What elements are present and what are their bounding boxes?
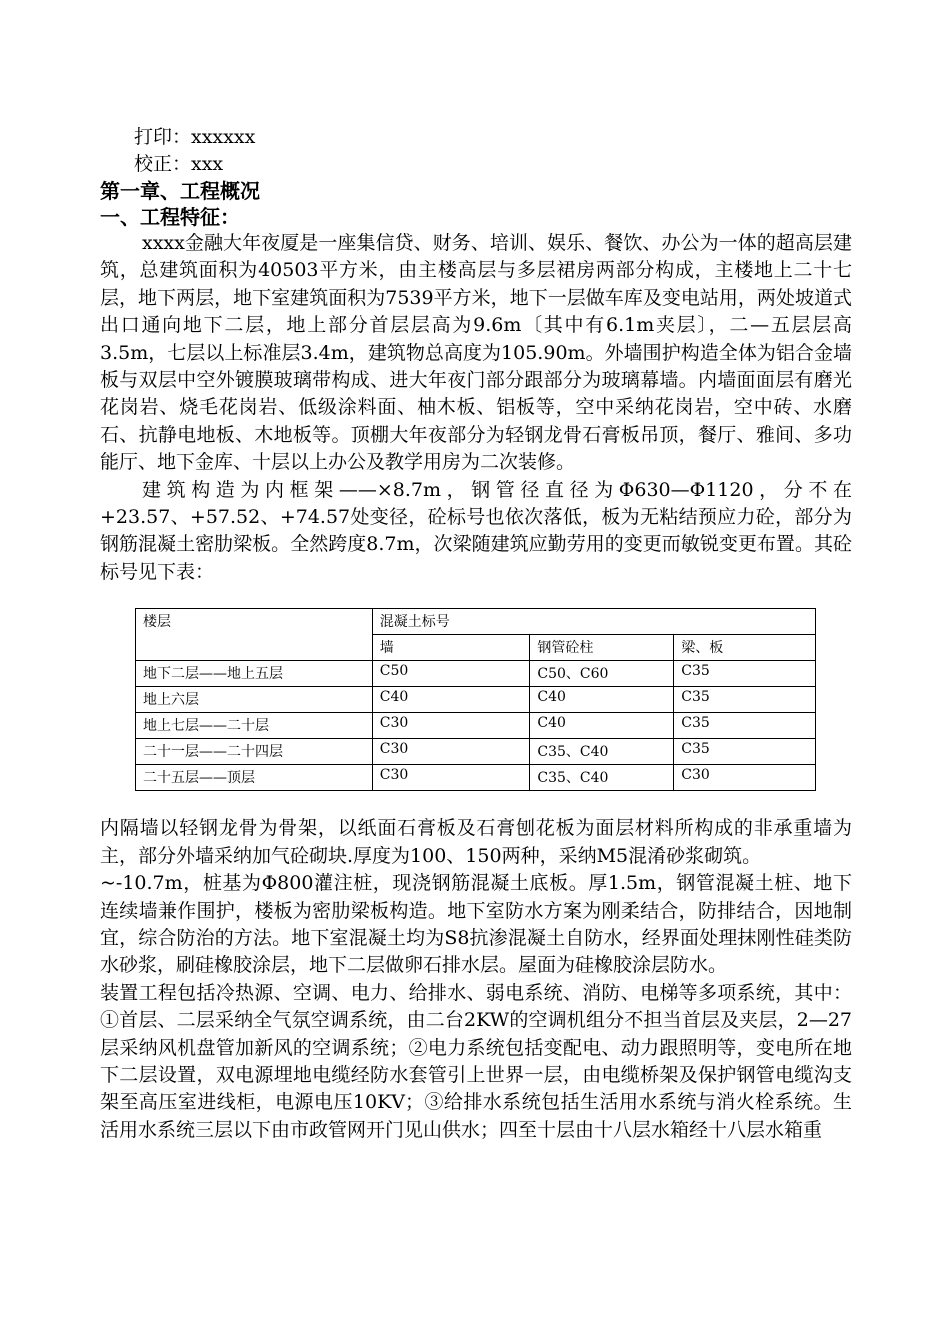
paragraph-installation: 装置工程包括冷热源、空调、电力、给排水、弱电系统、消防、电梯等多项系统，其中：①首层、二层采纳全气氛空调系统，由二台2KW的空调机组分不担当首层及夹层，2—27层采纳风机盘管加新风的空调系统；②电力系统包括变配电、动力跟照明等，变电所在地下二层设置，双电源埋地电缆经防水套管引上世界一层，由电缆桥架及保护钢管电缆沟支架至高压室进线柜，电源电压10KV；③给排水系统包括生活用水系统与消火栓系统。生活用水系统三层以下由市政管网开门见山供水；四至十层由十八层水箱经十八层水箱重	[100, 981, 852, 1141]
table-row	[136, 687, 816, 713]
section-title: 一、工程特征：	[100, 205, 240, 229]
header-concrete-grade: 混凝土标号	[372, 609, 815, 635]
table-row	[136, 713, 816, 739]
proof-line: 校正：xxx	[134, 153, 224, 175]
cell-floor: 地上六层	[136, 687, 373, 713]
table-row	[136, 739, 816, 765]
cell-column: C40	[530, 687, 674, 713]
table-row	[136, 765, 816, 791]
paragraph-partition-walls: 内隔墙以轻钢龙骨为骨架，以纸面石膏板及石膏刨花板为面层材料所构成的非承重墙为主，部分外墙采纳加气砼砌块.厚度为100、150两种，采纳M5混淆砂浆砌筑。	[100, 817, 852, 867]
cell-wall: C30	[372, 739, 530, 765]
cell-column: C35、C40	[530, 739, 674, 765]
table-row	[136, 661, 816, 687]
concrete-grade-table-wrapper	[135, 608, 816, 791]
cell-beam: C35	[674, 713, 816, 739]
chapter-title: 第一章、工程概况	[100, 179, 260, 203]
paragraph-foundation: ~-10.7m，桩基为Φ800灌注桩，现浇钢筋混凝土底板。厚1.5m，钢管混凝土桩、地下连续墙兼作围护，楼板为密肋梁板构造。地下室防水方案为刚柔结合，防排结合，因地制宜，综合防治的方法。地下室混凝土均为S8抗渗混凝土自防水，经界面处理抹刚性硅类防水砂浆，刷硅橡胶涂层，地下二层做卵石排水层。屋面为硅橡胶涂层防水。	[100, 872, 852, 977]
header-wall: 墙	[372, 635, 530, 661]
cell-beam: C35	[674, 739, 816, 765]
cell-column: C40	[530, 713, 674, 739]
header-floor: 楼层	[136, 609, 373, 661]
cell-beam: C35	[674, 661, 816, 687]
concrete-grade-table	[135, 608, 816, 791]
cell-wall: C30	[372, 713, 530, 739]
print-line: 打印：xxxxxx	[134, 126, 256, 148]
cell-beam: C30	[674, 765, 816, 791]
header-beam-slab: 梁、板	[674, 635, 816, 661]
cell-floor: 二十一层——二十四层	[136, 739, 373, 765]
cell-floor: 地下二层——地上五层	[136, 661, 373, 687]
paragraph-structure: 建筑构造为内框架——×8.7m，钢管径直径为Φ630—Φ1120，分不在+23.57、+57.52、+74.57处变径，砼标号也依次落低，板为无粘结预应力砼，部分为钢筋混凝土密肋梁板。全然跨度8.7m，次梁随建筑应勤劳用的变更而敏锐变更布置。其砼标号见下表：	[100, 478, 852, 583]
header-steel-column: 钢管砼柱	[530, 635, 674, 661]
cell-beam: C35	[674, 687, 816, 713]
table-header-row	[136, 609, 816, 635]
cell-floor: 二十五层——顶层	[136, 765, 373, 791]
document-page	[100, 124, 852, 1144]
cell-wall: C50	[372, 661, 530, 687]
paragraph-overview: xxxx金融大年夜厦是一座集信贷、财务、培训、娱乐、餐饮、办公为一体的超高层建筑，总建筑面积为40503平方米，由主楼高层与多层裙房两部分构成，主楼地上二十七层，地下两层，地下室建筑面积为7539平方米，地下一层做车库及变电站用，两处坡道式出口通向地下二层，地上部分首层层高为9.6m〔其中有6.1m夹层〕，二—五层层高3.5m，七层以上标准层3.4m，建筑物总高度为105.90m。外墙围护构造全体为铝合金墙板与双层中空外镀膜玻璃带构成、进大年夜门部分跟部分为玻璃幕墙。内墙面面层有磨光花岗岩、烧毛花岗岩、低级涂料面、柚木板、铝板等，空中采纳花岗岩，空中砖、水磨石、抗静电地板、木地板等。顶棚大年夜部分为轻钢龙骨石膏板吊顶，餐厅、雅间、多功能厅、地下金库、十层以上办公及教学用房为二次装修。	[100, 232, 852, 474]
cell-wall: C40	[372, 687, 530, 713]
cell-column: C50、C60	[530, 661, 674, 687]
cell-column: C35、C40	[530, 765, 674, 791]
cell-wall: C30	[372, 765, 530, 791]
cell-floor: 地上七层——二十层	[136, 713, 373, 739]
